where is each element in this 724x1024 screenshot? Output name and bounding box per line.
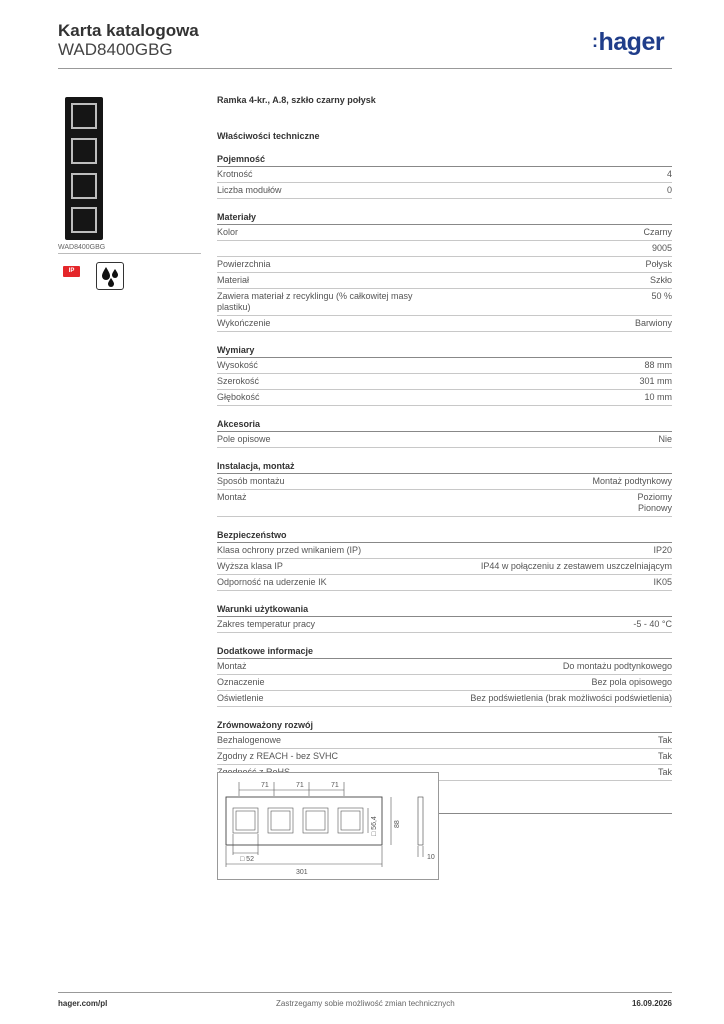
spec-value: -5 - 40 °C — [633, 619, 672, 629]
spec-key: Powierzchnia — [217, 259, 271, 269]
frame-opening — [71, 138, 97, 164]
spec-section — [217, 419, 672, 448]
spec-row — [217, 575, 672, 591]
spec-row — [217, 659, 672, 675]
spec-section — [217, 154, 672, 199]
spec-row — [217, 490, 672, 517]
spec-row — [217, 241, 672, 257]
dim-opening: □ 52 — [240, 856, 254, 863]
tech-properties-title: Właściwości techniczne — [217, 131, 320, 141]
section-title: Instalacja, montaż — [217, 461, 672, 474]
spec-key: Odporność na uderzenie IK — [217, 577, 327, 587]
spec-section — [217, 345, 672, 406]
spec-key: Materiał — [217, 275, 250, 285]
spec-value: Połysk — [645, 259, 672, 269]
spec-row — [217, 225, 672, 241]
spec-key: Sposób montażu — [217, 476, 285, 486]
logo-text: hager — [598, 28, 665, 56]
spec-value: 9005 — [651, 243, 672, 253]
spec-row — [217, 183, 672, 199]
spec-row — [217, 257, 672, 273]
document-title: Karta katalogowa — [58, 21, 199, 40]
frame-opening — [71, 103, 97, 129]
spec-key: Klasa ochrony przed wnikaniem (IP) — [217, 545, 362, 555]
spec-key: Szerokość — [217, 376, 260, 386]
spec-row — [217, 617, 672, 633]
spec-value: Tak — [657, 767, 672, 777]
spec-key: Wyższa klasa IP — [217, 561, 283, 571]
spec-key: Zakres temperatur pracy — [217, 619, 316, 629]
spec-key: Liczba modułów — [217, 185, 282, 195]
spec-row — [217, 432, 672, 448]
spec-key: Zgodny z REACH - bez SVHC — [217, 751, 339, 761]
spec-key: Zawiera materiał z recyklingu (% całkowitej masy plastiku) — [217, 291, 413, 312]
spec-section — [217, 212, 672, 332]
spec-row — [217, 358, 672, 374]
spec-row — [217, 559, 672, 575]
spec-key: Kolor — [217, 227, 239, 237]
footer-note: Zastrzegamy sobie możliwość zmian technicznych — [276, 999, 455, 1008]
dim-width: 301 — [296, 869, 308, 876]
frame-opening — [71, 173, 97, 199]
dimension-drawing — [217, 772, 439, 880]
spec-key: Montaż — [217, 492, 247, 502]
section-title: Wymiary — [217, 345, 672, 358]
spec-row — [217, 374, 672, 390]
spec-row — [217, 167, 672, 183]
spec-row — [217, 390, 672, 406]
spec-value: Bez pola opisowego — [591, 677, 672, 687]
spec-content — [217, 95, 672, 814]
footer-website-link[interactable]: hager.com/pl — [58, 999, 108, 1008]
spec-value: 301 mm — [639, 376, 672, 386]
section-title: Materiały — [217, 212, 672, 225]
spec-row — [217, 691, 672, 707]
spec-key: Oznaczenie — [217, 677, 265, 687]
spec-key: Bezhalogenowe — [217, 735, 282, 745]
spec-row — [217, 273, 672, 289]
frame-opening — [71, 207, 97, 233]
dim-depth: 10 — [427, 854, 435, 861]
spec-value: 88 mm — [644, 360, 672, 370]
ip-badge-icon: IP — [63, 266, 80, 277]
spec-key: Krotność — [217, 169, 253, 179]
spec-row — [217, 749, 672, 765]
dim-pitch-1: 71 — [261, 782, 269, 789]
spec-row — [217, 543, 672, 559]
spec-sections — [217, 154, 672, 781]
section-title: Zrównoważony rozwój — [217, 720, 672, 733]
spec-row — [217, 316, 672, 332]
spec-value: 0 — [666, 185, 672, 195]
spec-section — [217, 530, 672, 591]
caption-divider — [58, 253, 201, 254]
section-title: Warunki użytkowania — [217, 604, 672, 617]
spec-value: 4 — [666, 169, 672, 179]
section-title: Pojemność — [217, 154, 672, 167]
spec-section — [217, 604, 672, 633]
spec-key: Montaż — [217, 661, 247, 671]
water-drops-icon — [96, 262, 124, 290]
dim-pitch-3: 71 — [331, 782, 339, 789]
spec-key: Wykończenie — [217, 318, 271, 328]
spec-value: Poziomy Pionowy — [637, 492, 672, 513]
hager-logo — [592, 28, 664, 57]
spec-section — [217, 646, 672, 707]
spec-key: Wysokość — [217, 360, 258, 370]
spec-key: Głębokość — [217, 392, 260, 402]
section-title: Dodatkowe informacje — [217, 646, 672, 659]
footer-date: 16.09.2026 — [631, 999, 672, 1008]
spec-value: Nie — [658, 434, 672, 444]
spec-value: Tak — [657, 735, 672, 745]
spec-value: Tak — [657, 751, 672, 761]
spec-key: Pole opisowe — [217, 434, 271, 444]
spec-key: Oświetlenie — [217, 693, 264, 703]
product-title: Ramka 4-kr., A.8, szkło czarny połysk — [217, 95, 376, 105]
image-caption: WAD8400GBG — [58, 244, 106, 251]
spec-section — [217, 461, 672, 517]
spec-row — [217, 289, 672, 316]
footer-divider — [58, 992, 672, 993]
spec-value: Do montażu podtynkowego — [562, 661, 672, 671]
frame-photo — [65, 97, 103, 240]
spec-value: Czarny — [643, 227, 672, 237]
dim-inner: □ 56,4 — [371, 816, 378, 836]
spec-row — [217, 733, 672, 749]
spec-value: IP44 w połączeniu z zestawem uszczelniającym — [480, 561, 672, 571]
product-image — [58, 97, 201, 240]
spec-value: Szkło — [649, 275, 672, 285]
spec-value: 10 mm — [644, 392, 672, 402]
spec-value: IK05 — [653, 577, 672, 587]
spec-value: Bez podświetlenia (brak możliwości podświetlenia) — [470, 693, 672, 703]
logo-dots: : — [592, 31, 598, 51]
header-divider — [58, 68, 672, 69]
product-code-header: WAD8400GBG — [58, 40, 173, 59]
section-title: Bezpieczeństwo — [217, 530, 672, 543]
spec-value: Montaż podtynkowy — [592, 476, 672, 486]
spec-value: IP20 — [653, 545, 672, 555]
spec-row — [217, 675, 672, 691]
spec-value: 50 % — [651, 291, 672, 301]
dim-height: 88 — [394, 820, 401, 828]
spec-value: Barwiony — [634, 318, 672, 328]
spec-row — [217, 474, 672, 490]
drawing-svg — [218, 773, 438, 879]
dim-pitch-2: 71 — [296, 782, 304, 789]
section-title: Akcesoria — [217, 419, 672, 432]
